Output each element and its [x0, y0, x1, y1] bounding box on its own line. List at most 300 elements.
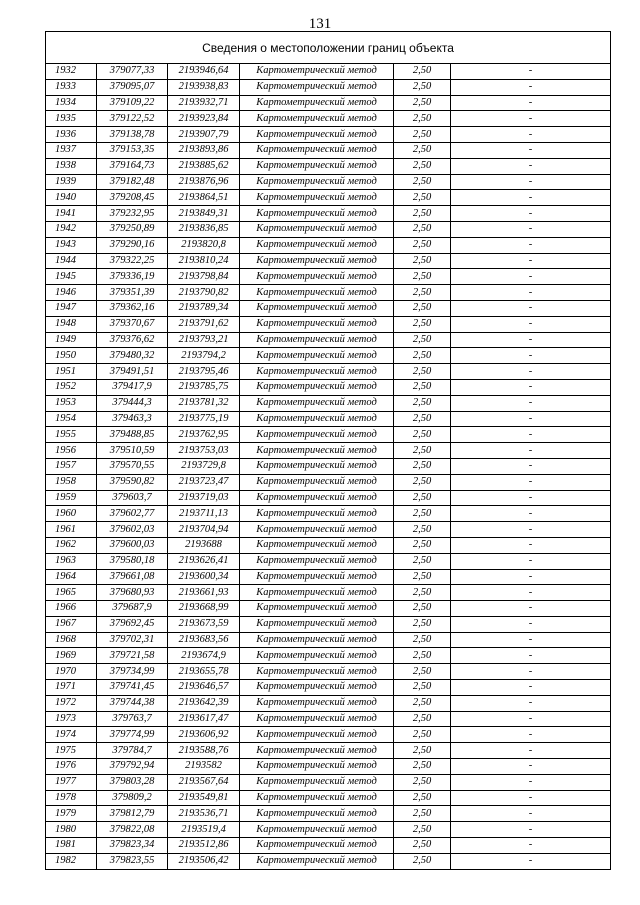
- y-coordinate-cell: 2193673,59: [168, 616, 240, 632]
- point-number-cell: 1963: [46, 553, 97, 569]
- table-row: [46, 585, 611, 601]
- method-cell: Картометрический метод: [240, 348, 394, 364]
- accuracy-cell: 2,50: [394, 237, 451, 253]
- table-row: [46, 427, 611, 443]
- table-row: [46, 79, 611, 95]
- x-coordinate-cell: 379803,28: [97, 774, 168, 790]
- x-coordinate-cell: 379602,77: [97, 506, 168, 522]
- table-row: [46, 601, 611, 617]
- table-row: [46, 759, 611, 775]
- point-number-cell: 1964: [46, 569, 97, 585]
- table-row: [46, 206, 611, 222]
- y-coordinate-cell: 2193704,94: [168, 522, 240, 538]
- x-coordinate-cell: 379602,03: [97, 522, 168, 538]
- table-row: [46, 537, 611, 553]
- method-cell: Картометрический метод: [240, 364, 394, 380]
- y-coordinate-cell: 2193753,03: [168, 443, 240, 459]
- point-number-cell: 1977: [46, 774, 97, 790]
- accuracy-cell: 2,50: [394, 853, 451, 869]
- point-number-cell: 1940: [46, 190, 97, 206]
- y-coordinate-cell: 2193836,85: [168, 221, 240, 237]
- description-cell: -: [451, 648, 611, 664]
- y-coordinate-cell: 2193729,8: [168, 458, 240, 474]
- x-coordinate-cell: 379792,94: [97, 759, 168, 775]
- x-coordinate-cell: 379290,16: [97, 237, 168, 253]
- y-coordinate-cell: 2193795,46: [168, 364, 240, 380]
- point-number-cell: 1934: [46, 95, 97, 111]
- accuracy-cell: 2,50: [394, 569, 451, 585]
- y-coordinate-cell: 2193661,93: [168, 585, 240, 601]
- table-body: [46, 64, 611, 870]
- accuracy-cell: 2,50: [394, 142, 451, 158]
- x-coordinate-cell: 379734,99: [97, 664, 168, 680]
- accuracy-cell: 2,50: [394, 759, 451, 775]
- point-number-cell: 1973: [46, 711, 97, 727]
- accuracy-cell: 2,50: [394, 411, 451, 427]
- method-cell: Картометрический метод: [240, 95, 394, 111]
- description-cell: -: [451, 411, 611, 427]
- y-coordinate-cell: 2193642,39: [168, 695, 240, 711]
- method-cell: Картометрический метод: [240, 158, 394, 174]
- y-coordinate-cell: 2193655,78: [168, 664, 240, 680]
- accuracy-cell: 2,50: [394, 158, 451, 174]
- y-coordinate-cell: 2193582: [168, 759, 240, 775]
- description-cell: -: [451, 158, 611, 174]
- point-number-cell: 1975: [46, 743, 97, 759]
- point-number-cell: 1965: [46, 585, 97, 601]
- point-number-cell: 1974: [46, 727, 97, 743]
- x-coordinate-cell: 379138,78: [97, 127, 168, 143]
- method-cell: Картометрический метод: [240, 142, 394, 158]
- x-coordinate-cell: 379570,55: [97, 458, 168, 474]
- point-number-cell: 1971: [46, 680, 97, 696]
- table-row: [46, 727, 611, 743]
- method-cell: Картометрический метод: [240, 395, 394, 411]
- y-coordinate-cell: 2193646,57: [168, 680, 240, 696]
- method-cell: Картометрический метод: [240, 316, 394, 332]
- method-cell: Картометрический метод: [240, 759, 394, 775]
- method-cell: Картометрический метод: [240, 806, 394, 822]
- description-cell: -: [451, 822, 611, 838]
- table-row: [46, 348, 611, 364]
- accuracy-cell: 2,50: [394, 838, 451, 854]
- x-coordinate-cell: 379351,39: [97, 285, 168, 301]
- y-coordinate-cell: 2193946,64: [168, 64, 240, 80]
- accuracy-cell: 2,50: [394, 680, 451, 696]
- accuracy-cell: 2,50: [394, 285, 451, 301]
- table-row: [46, 648, 611, 664]
- description-cell: -: [451, 190, 611, 206]
- accuracy-cell: 2,50: [394, 364, 451, 380]
- method-cell: Картометрический метод: [240, 632, 394, 648]
- table-row: [46, 490, 611, 506]
- method-cell: Картометрический метод: [240, 458, 394, 474]
- accuracy-cell: 2,50: [394, 648, 451, 664]
- accuracy-cell: 2,50: [394, 253, 451, 269]
- table-row: [46, 269, 611, 285]
- table-row: [46, 569, 611, 585]
- description-cell: -: [451, 601, 611, 617]
- point-number-cell: 1956: [46, 443, 97, 459]
- x-coordinate-cell: 379744,38: [97, 695, 168, 711]
- point-number-cell: 1960: [46, 506, 97, 522]
- accuracy-cell: 2,50: [394, 221, 451, 237]
- description-cell: -: [451, 269, 611, 285]
- y-coordinate-cell: 2193798,84: [168, 269, 240, 285]
- method-cell: Картометрический метод: [240, 553, 394, 569]
- point-number-cell: 1962: [46, 537, 97, 553]
- table-row: [46, 411, 611, 427]
- description-cell: -: [451, 364, 611, 380]
- description-cell: -: [451, 206, 611, 222]
- description-cell: -: [451, 427, 611, 443]
- x-coordinate-cell: 379250,89: [97, 221, 168, 237]
- table-row: [46, 316, 611, 332]
- y-coordinate-cell: 2193719,03: [168, 490, 240, 506]
- description-cell: -: [451, 395, 611, 411]
- method-cell: Картометрический метод: [240, 853, 394, 869]
- description-cell: -: [451, 490, 611, 506]
- method-cell: Картометрический метод: [240, 648, 394, 664]
- table-row: [46, 553, 611, 569]
- method-cell: Картометрический метод: [240, 64, 394, 80]
- table-row: [46, 664, 611, 680]
- description-cell: -: [451, 142, 611, 158]
- point-number-cell: 1969: [46, 648, 97, 664]
- accuracy-cell: 2,50: [394, 474, 451, 490]
- accuracy-cell: 2,50: [394, 585, 451, 601]
- point-number-cell: 1968: [46, 632, 97, 648]
- y-coordinate-cell: 2193626,41: [168, 553, 240, 569]
- point-number-cell: 1949: [46, 332, 97, 348]
- method-cell: Картометрический метод: [240, 237, 394, 253]
- point-number-cell: 1981: [46, 838, 97, 854]
- point-number-cell: 1936: [46, 127, 97, 143]
- description-cell: -: [451, 727, 611, 743]
- x-coordinate-cell: 379077,33: [97, 64, 168, 80]
- x-coordinate-cell: 379491,51: [97, 364, 168, 380]
- accuracy-cell: 2,50: [394, 269, 451, 285]
- x-coordinate-cell: 379463,3: [97, 411, 168, 427]
- x-coordinate-cell: 379763,7: [97, 711, 168, 727]
- accuracy-cell: 2,50: [394, 79, 451, 95]
- y-coordinate-cell: 2193606,92: [168, 727, 240, 743]
- accuracy-cell: 2,50: [394, 443, 451, 459]
- method-cell: Картометрический метод: [240, 680, 394, 696]
- description-cell: -: [451, 458, 611, 474]
- y-coordinate-cell: 2193723,47: [168, 474, 240, 490]
- table-row: [46, 237, 611, 253]
- x-coordinate-cell: 379122,52: [97, 111, 168, 127]
- y-coordinate-cell: 2193907,79: [168, 127, 240, 143]
- method-cell: Картометрический метод: [240, 790, 394, 806]
- point-number-cell: 1980: [46, 822, 97, 838]
- accuracy-cell: 2,50: [394, 822, 451, 838]
- y-coordinate-cell: 2193506,42: [168, 853, 240, 869]
- method-cell: Картометрический метод: [240, 127, 394, 143]
- y-coordinate-cell: 2193923,84: [168, 111, 240, 127]
- accuracy-cell: 2,50: [394, 127, 451, 143]
- x-coordinate-cell: 379600,03: [97, 537, 168, 553]
- x-coordinate-cell: 379580,18: [97, 553, 168, 569]
- method-cell: Картометрический метод: [240, 616, 394, 632]
- table-row: [46, 364, 611, 380]
- description-cell: -: [451, 443, 611, 459]
- accuracy-cell: 2,50: [394, 174, 451, 190]
- method-cell: Картометрический метод: [240, 522, 394, 538]
- description-cell: -: [451, 838, 611, 854]
- method-cell: Картометрический метод: [240, 569, 394, 585]
- y-coordinate-cell: 2193683,56: [168, 632, 240, 648]
- y-coordinate-cell: 2193711,13: [168, 506, 240, 522]
- table-row: [46, 632, 611, 648]
- description-cell: -: [451, 237, 611, 253]
- table-row: [46, 158, 611, 174]
- table-row: [46, 127, 611, 143]
- method-cell: Картометрический метод: [240, 506, 394, 522]
- point-number-cell: 1946: [46, 285, 97, 301]
- point-number-cell: 1941: [46, 206, 97, 222]
- y-coordinate-cell: 2193864,51: [168, 190, 240, 206]
- table-row: [46, 680, 611, 696]
- method-cell: Картометрический метод: [240, 285, 394, 301]
- x-coordinate-cell: 379480,32: [97, 348, 168, 364]
- method-cell: Картометрический метод: [240, 253, 394, 269]
- point-number-cell: 1954: [46, 411, 97, 427]
- x-coordinate-cell: 379208,45: [97, 190, 168, 206]
- x-coordinate-cell: 379721,58: [97, 648, 168, 664]
- accuracy-cell: 2,50: [394, 506, 451, 522]
- table-row: [46, 174, 611, 190]
- description-cell: -: [451, 506, 611, 522]
- point-number-cell: 1957: [46, 458, 97, 474]
- y-coordinate-cell: 2193810,24: [168, 253, 240, 269]
- y-coordinate-cell: 2193790,82: [168, 285, 240, 301]
- table-row: [46, 190, 611, 206]
- accuracy-cell: 2,50: [394, 601, 451, 617]
- method-cell: Картометрический метод: [240, 838, 394, 854]
- x-coordinate-cell: 379182,48: [97, 174, 168, 190]
- y-coordinate-cell: 2193617,47: [168, 711, 240, 727]
- table-row: [46, 695, 611, 711]
- table-row: [46, 774, 611, 790]
- point-number-cell: 1942: [46, 221, 97, 237]
- point-number-cell: 1950: [46, 348, 97, 364]
- description-cell: -: [451, 474, 611, 490]
- accuracy-cell: 2,50: [394, 490, 451, 506]
- accuracy-cell: 2,50: [394, 190, 451, 206]
- table-row: [46, 443, 611, 459]
- description-cell: -: [451, 553, 611, 569]
- description-cell: -: [451, 348, 611, 364]
- point-number-cell: 1939: [46, 174, 97, 190]
- description-cell: -: [451, 632, 611, 648]
- accuracy-cell: 2,50: [394, 664, 451, 680]
- point-number-cell: 1961: [46, 522, 97, 538]
- x-coordinate-cell: 379362,16: [97, 300, 168, 316]
- point-number-cell: 1959: [46, 490, 97, 506]
- y-coordinate-cell: 2193876,96: [168, 174, 240, 190]
- x-coordinate-cell: 379784,7: [97, 743, 168, 759]
- y-coordinate-cell: 2193519,4: [168, 822, 240, 838]
- description-cell: -: [451, 616, 611, 632]
- description-cell: -: [451, 127, 611, 143]
- description-cell: -: [451, 332, 611, 348]
- x-coordinate-cell: 379661,08: [97, 569, 168, 585]
- accuracy-cell: 2,50: [394, 537, 451, 553]
- accuracy-cell: 2,50: [394, 553, 451, 569]
- description-cell: -: [451, 569, 611, 585]
- y-coordinate-cell: 2193785,75: [168, 379, 240, 395]
- method-cell: Картометрический метод: [240, 537, 394, 553]
- y-coordinate-cell: 2193668,99: [168, 601, 240, 617]
- point-number-cell: 1944: [46, 253, 97, 269]
- description-cell: -: [451, 379, 611, 395]
- y-coordinate-cell: 2193932,71: [168, 95, 240, 111]
- description-cell: -: [451, 300, 611, 316]
- table-row: [46, 64, 611, 80]
- accuracy-cell: 2,50: [394, 790, 451, 806]
- method-cell: Картометрический метод: [240, 300, 394, 316]
- table-row: [46, 790, 611, 806]
- method-cell: Картометрический метод: [240, 601, 394, 617]
- description-cell: -: [451, 253, 611, 269]
- accuracy-cell: 2,50: [394, 95, 451, 111]
- description-cell: -: [451, 64, 611, 80]
- point-number-cell: 1952: [46, 379, 97, 395]
- accuracy-cell: 2,50: [394, 806, 451, 822]
- description-cell: -: [451, 174, 611, 190]
- method-cell: Картометрический метод: [240, 206, 394, 222]
- y-coordinate-cell: 2193789,34: [168, 300, 240, 316]
- point-number-cell: 1938: [46, 158, 97, 174]
- accuracy-cell: 2,50: [394, 111, 451, 127]
- accuracy-cell: 2,50: [394, 774, 451, 790]
- method-cell: Картометрический метод: [240, 411, 394, 427]
- method-cell: Картометрический метод: [240, 474, 394, 490]
- accuracy-cell: 2,50: [394, 616, 451, 632]
- y-coordinate-cell: 2193794,2: [168, 348, 240, 364]
- y-coordinate-cell: 2193791,62: [168, 316, 240, 332]
- table-row: [46, 474, 611, 490]
- boundary-coordinates-table: [45, 31, 611, 870]
- method-cell: Картометрический метод: [240, 427, 394, 443]
- x-coordinate-cell: 379153,35: [97, 142, 168, 158]
- description-cell: -: [451, 664, 611, 680]
- y-coordinate-cell: 2193762,95: [168, 427, 240, 443]
- point-number-cell: 1970: [46, 664, 97, 680]
- description-cell: -: [451, 79, 611, 95]
- x-coordinate-cell: 379510,59: [97, 443, 168, 459]
- x-coordinate-cell: 379376,62: [97, 332, 168, 348]
- method-cell: Картометрический метод: [240, 332, 394, 348]
- table-row: [46, 221, 611, 237]
- point-number-cell: 1958: [46, 474, 97, 490]
- accuracy-cell: 2,50: [394, 64, 451, 80]
- accuracy-cell: 2,50: [394, 727, 451, 743]
- description-cell: -: [451, 853, 611, 869]
- accuracy-cell: 2,50: [394, 711, 451, 727]
- method-cell: Картометрический метод: [240, 79, 394, 95]
- table-row: [46, 506, 611, 522]
- x-coordinate-cell: 379370,67: [97, 316, 168, 332]
- table-row: [46, 300, 611, 316]
- point-number-cell: 1953: [46, 395, 97, 411]
- point-number-cell: 1978: [46, 790, 97, 806]
- point-number-cell: 1932: [46, 64, 97, 80]
- y-coordinate-cell: 2193588,76: [168, 743, 240, 759]
- table-row: [46, 332, 611, 348]
- y-coordinate-cell: 2193688: [168, 537, 240, 553]
- method-cell: Картометрический метод: [240, 585, 394, 601]
- method-cell: Картометрический метод: [240, 695, 394, 711]
- table-row: [46, 458, 611, 474]
- y-coordinate-cell: 2193885,62: [168, 158, 240, 174]
- accuracy-cell: 2,50: [394, 522, 451, 538]
- y-coordinate-cell: 2193775,19: [168, 411, 240, 427]
- description-cell: -: [451, 806, 611, 822]
- table-row: [46, 743, 611, 759]
- x-coordinate-cell: 379822,08: [97, 822, 168, 838]
- method-cell: Картометрический метод: [240, 822, 394, 838]
- description-cell: -: [451, 759, 611, 775]
- accuracy-cell: 2,50: [394, 395, 451, 411]
- x-coordinate-cell: 379680,93: [97, 585, 168, 601]
- method-cell: Картометрический метод: [240, 664, 394, 680]
- x-coordinate-cell: 379590,82: [97, 474, 168, 490]
- y-coordinate-cell: 2193938,83: [168, 79, 240, 95]
- point-number-cell: 1948: [46, 316, 97, 332]
- x-coordinate-cell: 379692,45: [97, 616, 168, 632]
- method-cell: Картометрический метод: [240, 743, 394, 759]
- method-cell: Картометрический метод: [240, 269, 394, 285]
- x-coordinate-cell: 379336,19: [97, 269, 168, 285]
- table-row: [46, 142, 611, 158]
- table-row: [46, 822, 611, 838]
- point-number-cell: 1966: [46, 601, 97, 617]
- y-coordinate-cell: 2193820,8: [168, 237, 240, 253]
- accuracy-cell: 2,50: [394, 300, 451, 316]
- description-cell: -: [451, 585, 611, 601]
- method-cell: Картометрический метод: [240, 111, 394, 127]
- accuracy-cell: 2,50: [394, 695, 451, 711]
- method-cell: Картометрический метод: [240, 727, 394, 743]
- x-coordinate-cell: 379232,95: [97, 206, 168, 222]
- table-row: [46, 522, 611, 538]
- x-coordinate-cell: 379444,3: [97, 395, 168, 411]
- accuracy-cell: 2,50: [394, 458, 451, 474]
- description-cell: -: [451, 221, 611, 237]
- point-number-cell: 1976: [46, 759, 97, 775]
- table-row: [46, 616, 611, 632]
- description-cell: -: [451, 285, 611, 301]
- description-cell: -: [451, 743, 611, 759]
- table-row: [46, 253, 611, 269]
- x-coordinate-cell: 379741,45: [97, 680, 168, 696]
- description-cell: -: [451, 537, 611, 553]
- x-coordinate-cell: 379687,9: [97, 601, 168, 617]
- accuracy-cell: 2,50: [394, 316, 451, 332]
- accuracy-cell: 2,50: [394, 743, 451, 759]
- description-cell: -: [451, 111, 611, 127]
- y-coordinate-cell: 2193512,86: [168, 838, 240, 854]
- x-coordinate-cell: 379095,07: [97, 79, 168, 95]
- method-cell: Картометрический метод: [240, 443, 394, 459]
- point-number-cell: 1951: [46, 364, 97, 380]
- table-row: [46, 711, 611, 727]
- method-cell: Картометрический метод: [240, 190, 394, 206]
- table-row: [46, 838, 611, 854]
